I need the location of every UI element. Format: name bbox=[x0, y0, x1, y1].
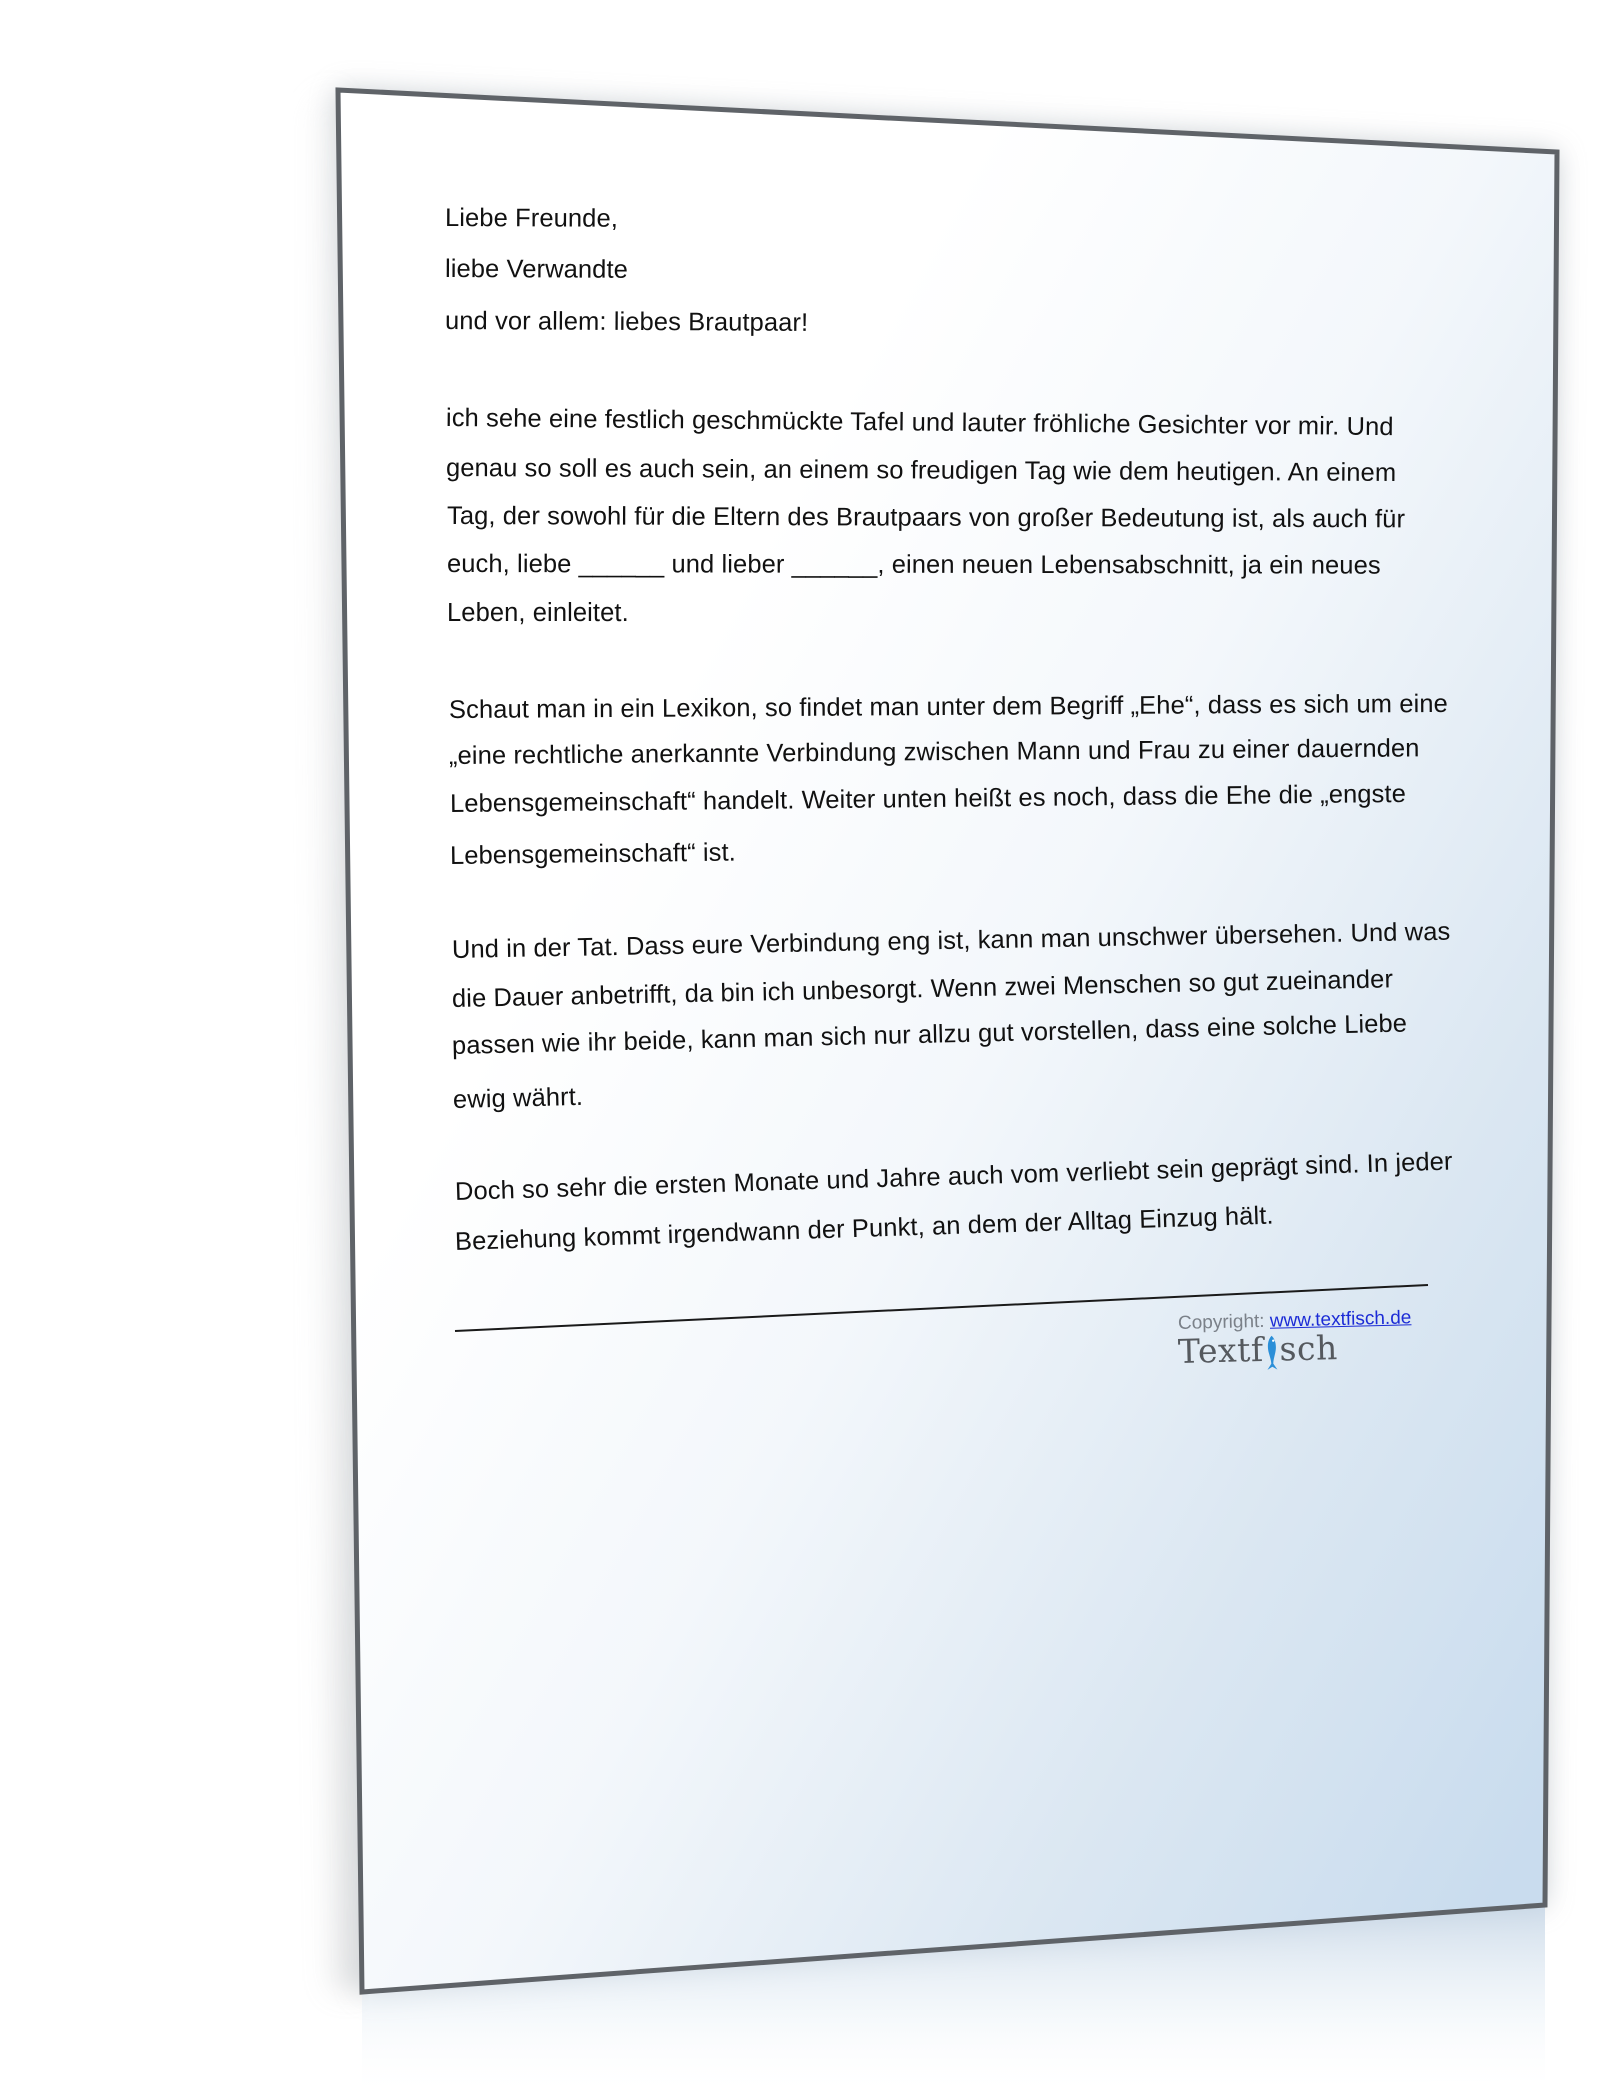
paragraph-line: Tag, der sowohl für die Eltern des Brautpaars von großer Bedeutung ist, als auch für bbox=[446, 502, 1406, 534]
textfisch-link[interactable]: www.textfisch.de bbox=[1269, 1307, 1412, 1332]
paragraph-line: Und in der Tat. Dass eure Verbindung eng ist, kann man unschwer übersehen. Und was bbox=[451, 917, 1451, 964]
paragraph-line: Beziehung kommt irgendwann der Punkt, an dem der Alltag Einzug hält. bbox=[454, 1201, 1275, 1256]
paragraph-line: ewig währt. bbox=[452, 1082, 584, 1114]
paragraph-line: Doch so sehr die ersten Monate und Jahre auch vom verliebt sein geprägt sind. In jeder bbox=[454, 1147, 1453, 1206]
paragraph-line: euch, liebe ______ und lieber ______, einen neuen Lebensabschnitt, ja ein neues bbox=[446, 550, 1381, 580]
paragraph-line: „eine rechtliche anerkannte Verbindung zwischen Mann und Frau zu einer dauernden bbox=[448, 734, 1420, 770]
paragraph-line: Lebensgemeinschaft“ handelt. Weiter unten heißt es noch, dass die Ehe die „engste bbox=[449, 779, 1407, 818]
logo-text-start: Textf bbox=[1177, 1329, 1265, 1371]
copyright-label: Copyright: bbox=[1177, 1310, 1265, 1334]
greeting-line: Liebe Freunde, bbox=[444, 204, 619, 233]
paragraph-line: genau so soll es auch sein, an einem so freudigen Tag wie dem heutigen. An einem bbox=[445, 454, 1397, 487]
greeting-line: und vor allem: liebes Brautpaar! bbox=[444, 307, 809, 337]
greeting-line: liebe Verwandte bbox=[444, 255, 629, 284]
paragraph-line: Lebensgemeinschaft“ ist. bbox=[449, 838, 737, 870]
paragraph-line: passen wie ihr beide, kann man sich nur allzu gut vorstellen, dass eine solche Liebe bbox=[451, 1009, 1408, 1060]
paragraph-line: die Dauer anbetrifft, da bin ich unbesorgt. Wenn zwei Menschen so gut zueinander bbox=[451, 965, 1394, 1013]
paragraph-line: ich sehe eine festlich geschmückte Tafel und lauter fröhliche Gesichter vor mir. Und bbox=[445, 404, 1394, 442]
paragraph-line: Schaut man in ein Lexikon, so findet man unter dem Begriff „Ehe“, dass es sich um eine bbox=[448, 689, 1448, 724]
fish-icon bbox=[1264, 1335, 1279, 1371]
textfisch-logo bbox=[1177, 1328, 1338, 1373]
logo-text-end: sch bbox=[1279, 1328, 1339, 1369]
paragraph-line: Leben, einleitet. bbox=[447, 599, 629, 627]
